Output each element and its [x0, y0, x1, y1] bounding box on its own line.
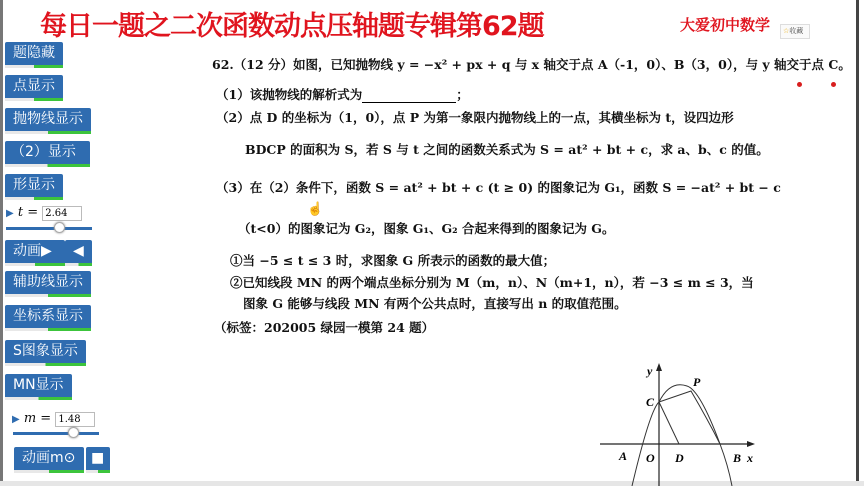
- label-p: P: [693, 375, 701, 389]
- question-3-part-2-line-2: 图象 G 能够与线段 MN 有两个公共点时，直接写出 n 的取值范围。: [243, 296, 627, 311]
- hand-cursor-icon: ☝: [307, 202, 324, 217]
- red-point[interactable]: [797, 82, 802, 87]
- segment-cd: [659, 402, 679, 444]
- red-point[interactable]: [831, 82, 836, 87]
- question-3-part-2-line-1: ②已知线段 MN 的两个端点坐标分别为 M（m，n）、N（m+1，n），若 −3 ≤ m ≤ 3，当: [230, 275, 754, 290]
- m-slider[interactable]: [13, 432, 99, 435]
- hide-problem-button[interactable]: 题隐藏: [5, 42, 63, 68]
- question-2-line-1: （2）点 D 的坐标为（1，0），点 P 为第一象限内抛物线上的一点，其横坐标为 t，设四边形: [216, 110, 734, 125]
- window-left-border: [0, 0, 3, 486]
- play-m-icon[interactable]: ▶: [12, 414, 20, 425]
- star-icon: ☆: [783, 27, 790, 35]
- parabola-figure: [590, 350, 760, 486]
- quadrilateral-bdcp: [659, 391, 720, 444]
- t-label: t =: [17, 205, 39, 220]
- show-s-graph-button[interactable]: S图象显示: [5, 340, 86, 366]
- brand-label: 大爱初中数学: [680, 16, 771, 34]
- question-1-text: （1）该抛物线的解析式为: [216, 87, 363, 102]
- m-slider-handle[interactable]: [68, 427, 79, 438]
- show-points-button[interactable]: 点显示: [5, 75, 63, 101]
- m-label: m =: [23, 411, 52, 426]
- favorite-button[interactable]: [780, 24, 810, 39]
- t-slider[interactable]: [6, 227, 92, 230]
- label-b: B: [733, 451, 742, 465]
- favorite-label: 收藏: [789, 27, 804, 35]
- problem-intro: 62.（12 分）如图，已知抛物线 y = −x² + px + q 与 x 轴交于点 A（-1，0）、B（3，0），与 y 轴交于点 C。: [212, 57, 851, 72]
- play-t-icon[interactable]: ▶: [6, 208, 14, 219]
- animate-m-button[interactable]: 动画m⊙: [14, 447, 84, 473]
- show-auxiliary-lines-button[interactable]: 辅助线显示: [5, 271, 91, 297]
- x-axis-arrow-icon: [747, 441, 755, 447]
- question-1-end: ；: [456, 87, 469, 102]
- question-3-line-2: （t<0）的图象记为 G₂，图象 G₁、G₂ 合起来得到的图象记为 G。: [238, 221, 615, 236]
- question-3-part-1: ①当 −5 ≤ t ≤ 3 时，求图象 G 所表示的函数的最大值；: [230, 253, 556, 268]
- label-y: y: [647, 364, 653, 378]
- label-a: A: [619, 449, 628, 463]
- show-shape-button[interactable]: 形显示: [5, 174, 63, 200]
- window-right-border: [856, 0, 859, 486]
- m-slider-label: [12, 411, 95, 427]
- y-axis-arrow-icon: [656, 363, 662, 371]
- stop-button[interactable]: ■: [86, 447, 110, 473]
- show-parabola-button[interactable]: 抛物线显示: [5, 108, 91, 134]
- label-x: x: [747, 451, 753, 465]
- label-o: O: [646, 451, 655, 465]
- question-2-line-2: BDCP 的面积为 S，若 S 与 t 之间的函数关系式为 S = at² + bt + c，求 a、b、c 的值。: [245, 142, 769, 157]
- show-part2-button[interactable]: （2）显示: [5, 141, 90, 167]
- problem-tag: （标签：202005 绿园一模第 24 题）: [214, 320, 435, 335]
- t-input[interactable]: [42, 206, 82, 221]
- show-mn-button[interactable]: MN显示: [5, 374, 72, 400]
- show-coordinate-system-button[interactable]: 坐标系显示: [5, 305, 91, 331]
- question-3-line-1: （3）在（2）条件下，函数 S = at² + bt + c (t ≥ 0) 的图象记为 G₁，函数 S = −at² + bt − c: [216, 180, 781, 195]
- page-title: 每日一题之二次函数动点压轴题专辑第62题: [40, 11, 544, 42]
- animate-play-button[interactable]: 动画▶: [5, 240, 65, 266]
- animate-back-button[interactable]: ◀: [65, 240, 92, 266]
- t-slider-handle[interactable]: [54, 222, 65, 233]
- question-1: [216, 85, 469, 103]
- t-slider-label: [6, 205, 82, 221]
- label-c: C: [646, 395, 655, 409]
- answer-blank: [362, 91, 456, 103]
- label-d: D: [675, 451, 684, 465]
- m-input[interactable]: [55, 412, 95, 427]
